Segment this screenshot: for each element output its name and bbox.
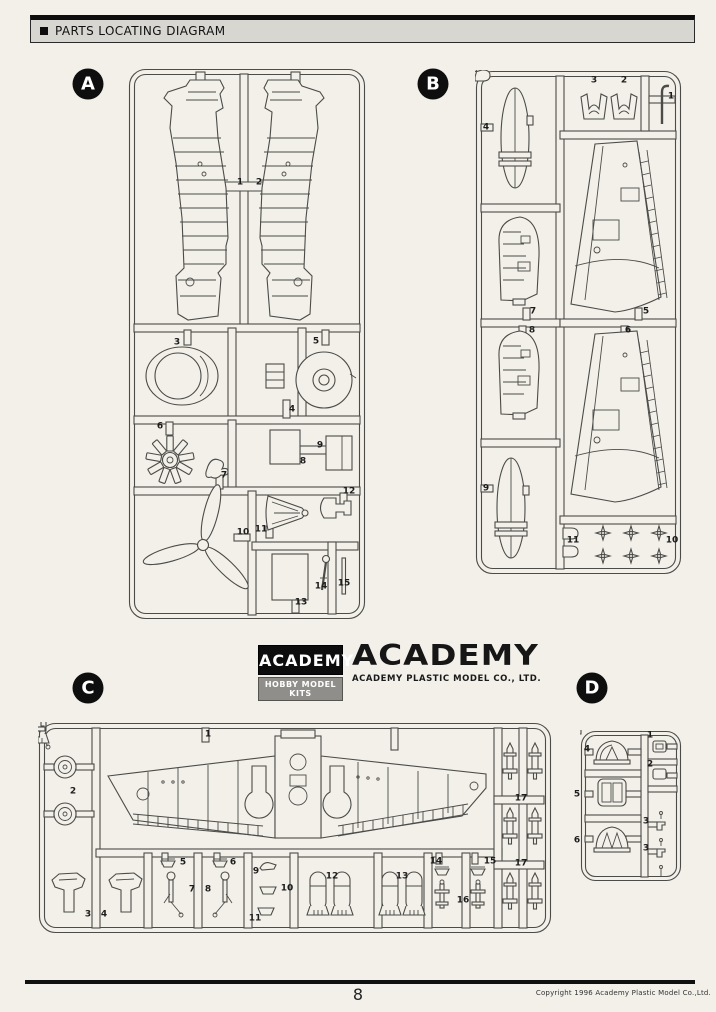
- part-number: 2: [255, 177, 263, 188]
- cross-clip-part: [596, 549, 610, 563]
- canopy-mid-part: [598, 779, 626, 806]
- academy-wordmark: [352, 639, 542, 684]
- part-number: 12: [342, 486, 356, 497]
- part-number: 17: [514, 858, 528, 869]
- part-number: 2: [69, 786, 77, 797]
- sprue-b-badge: B: [418, 69, 449, 100]
- small-part: [260, 863, 276, 870]
- panel-part: [270, 430, 300, 464]
- part-number: 10: [280, 883, 294, 894]
- academy-wordmark-subtitle: ACADEMY PLASTIC MODEL CO., LTD.: [352, 674, 542, 684]
- yoke-part: [581, 94, 607, 119]
- page-title: PARTS LOCATING DIAGRAM: [55, 24, 226, 38]
- part-number: 5: [573, 789, 581, 800]
- part-number: 1: [667, 91, 675, 102]
- part-number: 5: [312, 336, 320, 347]
- fuselage-half-part: [259, 80, 324, 320]
- footer-rule: [25, 980, 695, 984]
- part-number: 15: [483, 856, 497, 867]
- wing-panel-part: [571, 141, 667, 312]
- gunsight-part: [657, 812, 665, 831]
- part-number: 11: [566, 535, 580, 546]
- part-number: 1: [204, 729, 212, 740]
- sprue-c-badge: C: [73, 673, 104, 704]
- cowling-ring-part: [146, 347, 218, 405]
- gunsight-part: [657, 839, 665, 858]
- sprue-d-diagram: [580, 730, 682, 882]
- tail-fin-part: [499, 331, 539, 419]
- part-number: 12: [325, 871, 339, 882]
- panel-part: [272, 554, 308, 600]
- academy-box-logo: [258, 645, 355, 701]
- part-number: 5: [642, 306, 650, 317]
- part-number: 11: [248, 913, 262, 924]
- stabilizer-blade-part: [495, 458, 529, 558]
- part-number: 2: [646, 759, 654, 770]
- part-number: 4: [100, 909, 108, 920]
- rocket-part: [528, 873, 542, 909]
- cross-clip-part: [652, 526, 666, 540]
- academy-logo-title: ACADEMY: [258, 645, 343, 675]
- part-number: 4: [482, 122, 490, 133]
- small-bolt-part: [660, 866, 663, 877]
- rocket-part: [503, 873, 517, 909]
- tail-fin-part: [499, 217, 539, 305]
- sprue-c-diagram: [38, 722, 552, 934]
- part-number: 3: [590, 75, 598, 86]
- part-number: 6: [229, 857, 237, 868]
- part-number: 4: [288, 404, 296, 415]
- radial-engine-part: [146, 436, 194, 484]
- part-number: 15: [337, 578, 351, 589]
- stabilizer-blade-part: [499, 88, 533, 188]
- lower-wing-part: [108, 730, 486, 838]
- part-number: 5: [179, 857, 187, 868]
- d-shaped-part: [563, 546, 578, 557]
- part-number: 3: [642, 843, 650, 854]
- sprue-d-badge: D: [577, 673, 608, 704]
- part-number: 8: [299, 456, 307, 467]
- part-number: 10: [665, 535, 679, 546]
- part-number: 6: [156, 421, 164, 432]
- page-number: 8: [352, 985, 364, 1004]
- rocket-part: [503, 808, 517, 844]
- cross-clip-part: [596, 526, 610, 540]
- cross-clip-part: [624, 526, 638, 540]
- academy-wordmark-text: ACADEMY: [352, 639, 539, 673]
- gear-leg-part: [471, 880, 485, 908]
- part-number: 16: [456, 895, 470, 906]
- small-cover-part: [435, 867, 449, 875]
- small-part: [260, 887, 276, 894]
- part-number: 7: [529, 306, 537, 317]
- part-number: 17: [514, 793, 528, 804]
- copyright-text: Copyright 1996 Academy Plastic Model Co.,Ltd.: [535, 989, 711, 997]
- part-number: 14: [314, 581, 328, 592]
- bracket-part: [321, 498, 352, 518]
- rocket-part: [528, 743, 542, 779]
- rocket-part: [528, 808, 542, 844]
- part-number: 6: [624, 325, 632, 336]
- part-number: 11: [254, 524, 268, 535]
- part-number: 7: [220, 470, 228, 481]
- part-number: 8: [528, 325, 536, 336]
- part-number: 13: [294, 597, 308, 608]
- part-number: 4: [583, 744, 591, 755]
- part-number: 10: [236, 527, 250, 538]
- sprue-a-badge: A: [73, 69, 104, 100]
- gunsight-part: [580, 730, 584, 734]
- part-number: 3: [173, 337, 181, 348]
- panel-part: [326, 436, 352, 470]
- part-number: 13: [395, 871, 409, 882]
- part-number: 14: [429, 856, 443, 867]
- black-square-bullet: [40, 27, 48, 35]
- part-number: 7: [188, 884, 196, 895]
- cross-clip-part: [624, 549, 638, 563]
- small-block-part: [266, 364, 284, 388]
- windscreen-part: [594, 741, 630, 764]
- part-number: 9: [252, 866, 260, 877]
- small-cover-part: [471, 867, 485, 875]
- rod-part: [342, 558, 346, 594]
- part-number: 6: [573, 835, 581, 846]
- gear-strut-part: [213, 872, 232, 917]
- part-number: 3: [84, 909, 92, 920]
- part-number: 1: [236, 177, 244, 188]
- spinner-cone-part: [266, 496, 308, 530]
- gear-fairing-part: [109, 873, 142, 912]
- part-number: 8: [204, 884, 212, 895]
- gear-strut-part: [164, 872, 183, 917]
- part-number: 3: [642, 816, 650, 827]
- page-header-bar: [30, 15, 695, 43]
- cross-clip-part: [652, 549, 666, 563]
- canopy-rear-part: [594, 827, 630, 852]
- part-number: 1: [646, 730, 654, 741]
- yoke-part: [611, 94, 637, 119]
- part-number: 9: [316, 440, 324, 451]
- part-number: 9: [482, 483, 490, 494]
- gear-leg-part: [435, 880, 449, 908]
- wheel-part: [296, 352, 356, 408]
- rocket-part: [503, 743, 517, 779]
- sprue-b-diagram: [475, 70, 682, 575]
- wing-panel-part: [571, 331, 667, 502]
- academy-logo-subtitle: HOBBY MODEL KITS: [258, 677, 343, 701]
- fuselage-half-part: [164, 80, 229, 320]
- part-number: 2: [620, 75, 628, 86]
- gear-fairing-part: [52, 873, 85, 912]
